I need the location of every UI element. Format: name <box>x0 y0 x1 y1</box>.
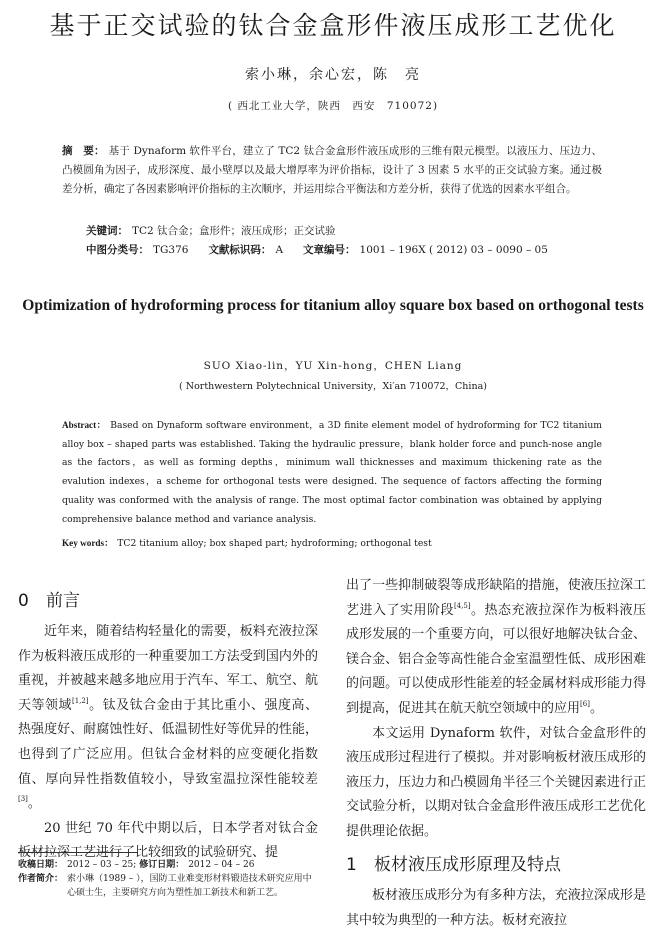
intro-paragraph-3: 出了一些抑制破裂等成形缺陷的措施，使液压拉深工艺进入了实用阶段[4,5]。热态充液拉深作为板料液压成形发展的一个重要方向，可以很好地解决钛合金、镁合金、铝合金等高性能合金室温塑性低、成形困难的问题。可以使成形性能差的轻金属材料成形能力得到提高，促进其在航天航空领域中的应用[6]。 <box>346 578 646 716</box>
paper-title-en: Optimization of hydroforming process for titanium alloy square box based on orthogonal tests <box>22 297 644 314</box>
classification-line <box>86 241 548 260</box>
clc-value: TG376 <box>153 244 189 256</box>
article-no-label: 文章编号： <box>303 244 356 256</box>
affiliation-en: ( Northwestern Polytechnical University，Xi′an 710072，China) <box>179 381 487 392</box>
footnote-dates: 收稿日期： 2012 – 03 – 25; 修订日期： 2012 – 04 – 26 <box>18 860 255 870</box>
keywords-cn-text: TC2 钛合金；盒形件；液压成形；正交试验 <box>132 225 336 237</box>
left-column-body <box>18 620 318 866</box>
footnote-author-bio: 作者简介： 索小琳（1989 – ），国防工业难变形材料锻造技术研究应用中心硕士生，主要研究方向为塑性加工新技术和新工艺。 <box>18 874 312 898</box>
author-list: 索小琳，余心宏，陈 亮 <box>245 67 421 83</box>
section-0-heading <box>18 586 80 611</box>
section-1-paragraph-1: 板材液压成形分为有多种方法，充液拉深成形是其中较为典型的一种方法。板材充液拉 <box>346 888 646 928</box>
citation-ref[interactable]: [4,5] <box>453 601 471 610</box>
footnote <box>18 858 318 900</box>
abstract-en-text: Based on Dynaform software environment，a 3D finite element model of hydroforming for TC2 titanium alloy box – shaped parts was established. Taking the hydraulic pressure，blank holder force and punch-nose angle as the factors，as well as forming depths，minimum wall thicknesses and maximum thickening rate as the evalution indexes，a scheme for orthogonal tests were designed. The sequence of factors affecting the forming quality was conformed with the analysis of range. The most optimal factor combination was obtained by applying comprehensive balance method and variance analysis. <box>62 420 602 525</box>
keywords-en-text: TC2 titanium alloy; box shaped part; hydroforming; orthogonal test <box>117 538 432 549</box>
section-0-title: 前言 <box>46 591 80 611</box>
keywords-cn-label: 关键词： <box>86 225 128 237</box>
paper-title: 基于正交试验的钛合金盒形件液压成形工艺优化 <box>49 11 617 40</box>
abstract-en-label: Abstract： <box>62 420 107 430</box>
intro-paragraph-2: 20 世纪 70 年代中期以后，日本学者对钛合金板材拉深工艺进行了比较细致的试验研究、提 <box>18 820 318 861</box>
doc-code-value: A <box>275 244 284 256</box>
keywords-en <box>62 534 432 553</box>
citation-ref[interactable]: [1,2] <box>71 696 89 705</box>
article-no-value: 1001 – 196X ( 2012) 03 – 0090 – 05 <box>359 244 548 256</box>
citation-ref[interactable]: [3] <box>18 795 28 804</box>
keywords-cn <box>86 222 336 241</box>
abstract-en <box>62 416 602 529</box>
intro-paragraph-1: 近年来，随着结构轻量化的需要，板料充液拉深作为板料液压成形的一种重要加工方法受到国内外的重视，并被越来越多地应用于汽车、军工、航空、航天等领域[1,2]。钛及钛合金由于其比重小、强度高、热强度好、耐腐蚀性好、低温韧性好等优异的性能，也得到了广泛应用。但钛合金材料的应变硬化指数值、厚向异性指数值较小，导致室温拉深性能较差[3]。 <box>18 624 318 812</box>
section-0-number: 0 <box>18 591 29 611</box>
section-1-number: 1 <box>346 855 357 875</box>
abstract-cn-text: 基于 Dynaform 软件平台，建立了 TC2 钛合金盒形件液压成形的三维有限元模型。以液压力、压边力、凸模圆角为因子，成形深度、最小壁厚以及最大增厚率为评价指标，设计了 3 因素 5 水平的正交试验方案。通过极差分析，确定了各因素影响评价指标的主次顺序，并运用综合平衡法和方差分析，获得了优选的因素水平组合。 <box>62 145 602 195</box>
section-1-body <box>346 884 646 933</box>
right-column-body <box>346 574 646 845</box>
doc-code-label: 文献标识码： <box>208 244 272 256</box>
abstract-cn-label: 摘 要： <box>62 145 105 157</box>
section-1-heading <box>346 850 561 875</box>
author-list-en: SUO Xiao-lin，YU Xin-hong，CHEN Liang <box>203 360 463 372</box>
clc-label: 中图分类号： <box>86 244 149 256</box>
footnote-divider <box>18 852 138 853</box>
affiliation: ( 西北工业大学，陕西 西安 710072) <box>227 100 439 112</box>
intro-paragraph-4: 本文运用 Dynaform 软件，对钛合金盒形件的液压成形过程进行了模拟。并对影响板材液压成形的液压力，压边力和凸模圆角半径三个关键因素进行正交试验分析，以期对钛合金盒形件液压成形工艺优化提供理论依据。 <box>346 725 646 839</box>
keywords-en-label: Key words： <box>62 538 114 548</box>
section-1-title: 板材液压成形原理及特点 <box>374 855 561 875</box>
citation-ref[interactable]: [6] <box>580 699 590 708</box>
abstract-cn <box>62 142 602 199</box>
